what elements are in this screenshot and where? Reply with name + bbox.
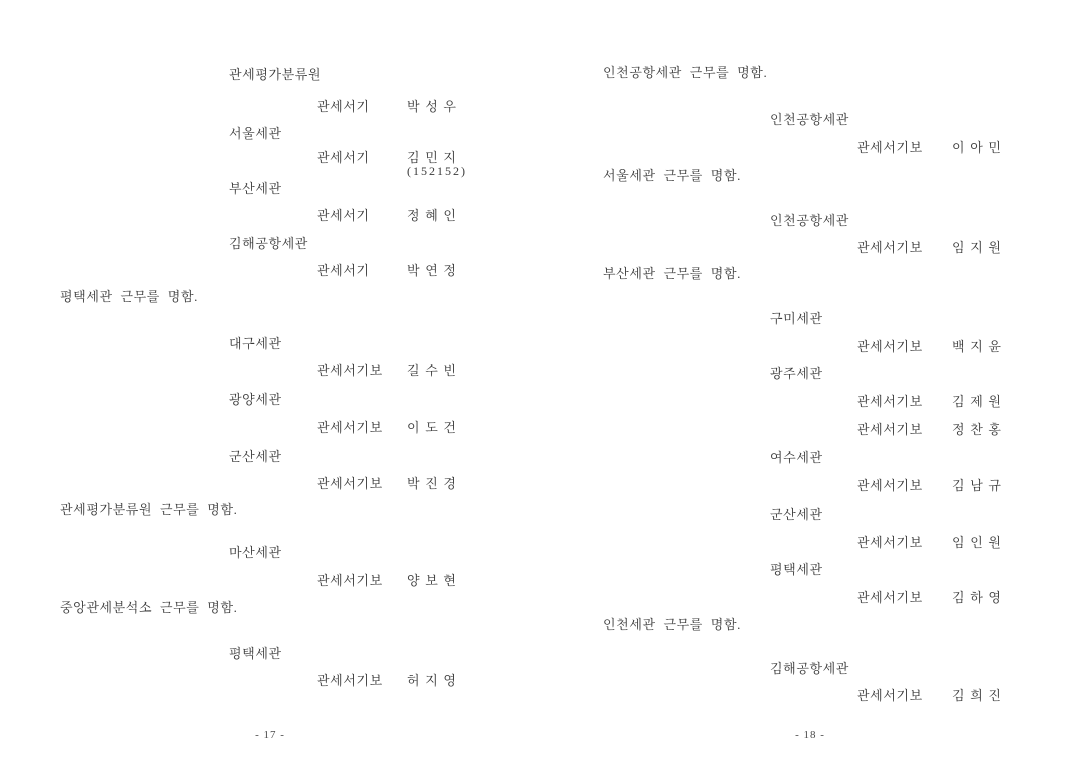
statement-line: 중앙관세분석소 근무를 명함.	[60, 600, 238, 615]
appointment-entry	[317, 477, 457, 491]
entry-name: 김 남 규	[952, 478, 1003, 493]
appointment-entry	[857, 395, 1002, 409]
entry-rank: 관세서기	[317, 99, 370, 114]
entry-rank: 관세서기보	[857, 478, 923, 493]
appointment-entry	[317, 209, 457, 223]
entry-rank: 관세서기보	[857, 535, 923, 550]
entry-name: 김 제 원	[952, 394, 1003, 409]
appointment-entry	[317, 574, 457, 588]
appointment-entry	[317, 100, 457, 114]
entry-rank: 관세서기보	[857, 140, 923, 155]
page-number: - 17 -	[255, 729, 285, 741]
appointment-entry	[857, 536, 1002, 550]
entry-rank: 관세서기보	[857, 688, 923, 703]
office-name: 광주세관	[770, 366, 823, 381]
appointment-entry	[317, 264, 457, 278]
entry-name: 허 지 영	[407, 673, 458, 688]
entry-name: 박 성 우	[407, 99, 458, 114]
entry-name: 임 인 원	[952, 535, 1003, 550]
entry-rank: 관세서기	[317, 263, 370, 278]
entry-note: (152152)	[407, 164, 467, 178]
office-name: 관세평가분류원	[229, 67, 322, 82]
statement-line: 인천세관 근무를 명함.	[603, 617, 741, 632]
entry-rank: 관세서기보	[317, 363, 383, 378]
statement-line: 관세평가분류원 근무를 명함.	[60, 502, 238, 517]
office-name: 평택세관	[229, 646, 282, 661]
entry-name: 백 지 윤	[952, 339, 1003, 354]
statement-line: 부산세관 근무를 명함.	[603, 266, 741, 281]
statement-line: 평택세관 근무를 명함.	[60, 289, 198, 304]
entry-rank: 관세서기보	[857, 339, 923, 354]
appointment-entry	[317, 151, 467, 178]
entry-name: 이 도 건	[407, 420, 458, 435]
office-name: 부산세관	[229, 181, 282, 196]
appointment-entry	[317, 364, 457, 378]
entry-rank: 관세서기	[317, 150, 370, 165]
entry-rank: 관세서기보	[317, 476, 383, 491]
entry-rank: 관세서기보	[857, 240, 923, 255]
appointment-entry	[857, 340, 1002, 354]
appointment-entry	[857, 241, 1002, 255]
appointment-entry	[317, 674, 457, 688]
entry-name: 김 희 진	[952, 688, 1003, 703]
entry-rank: 관세서기보	[857, 422, 923, 437]
entry-rank: 관세서기보	[857, 590, 923, 605]
office-name: 김해공항세관	[770, 661, 849, 676]
entry-name: 정 찬 홍	[952, 422, 1003, 437]
appointment-entry	[857, 479, 1002, 493]
entry-name: 박 연 정	[407, 263, 458, 278]
office-name: 인천공항세관	[770, 112, 849, 127]
appointment-entry	[857, 591, 1002, 605]
office-name: 구미세관	[770, 311, 823, 326]
entry-name-block	[407, 151, 467, 178]
office-name: 대구세관	[229, 336, 282, 351]
entry-name: 김 하 영	[952, 590, 1003, 605]
office-name: 군산세관	[770, 507, 823, 522]
entry-name: 양 보 현	[407, 573, 458, 588]
page-number: - 18 -	[795, 729, 825, 741]
appointment-entry	[857, 423, 1002, 437]
entry-name: 이 아 민	[952, 140, 1003, 155]
statement-line: 서울세관 근무를 명함.	[603, 168, 741, 183]
appointment-entry	[317, 421, 457, 435]
appointment-entry	[857, 689, 1002, 703]
office-name: 광양세관	[229, 392, 282, 407]
entry-rank: 관세서기	[317, 208, 370, 223]
page-18	[540, 0, 1080, 764]
entry-name: 정 혜 인	[407, 208, 458, 223]
office-name: 마산세관	[229, 545, 282, 560]
entry-name: 박 진 경	[407, 476, 458, 491]
statement-line: 인천공항세관 근무를 명함.	[603, 65, 768, 80]
entry-rank: 관세서기보	[317, 573, 383, 588]
office-name: 군산세관	[229, 449, 282, 464]
entry-name: 길 수 빈	[407, 363, 458, 378]
entry-rank: 관세서기보	[317, 673, 383, 688]
office-name: 여수세관	[770, 450, 823, 465]
office-name: 김해공항세관	[229, 236, 308, 251]
office-name: 평택세관	[770, 562, 823, 577]
entry-name: 김 민 지	[407, 150, 458, 165]
entry-rank: 관세서기보	[857, 394, 923, 409]
office-name: 서울세관	[229, 126, 282, 141]
entry-rank: 관세서기보	[317, 420, 383, 435]
appointment-entry	[857, 141, 1002, 155]
office-name: 인천공항세관	[770, 213, 849, 228]
entry-name: 임 지 원	[952, 240, 1003, 255]
